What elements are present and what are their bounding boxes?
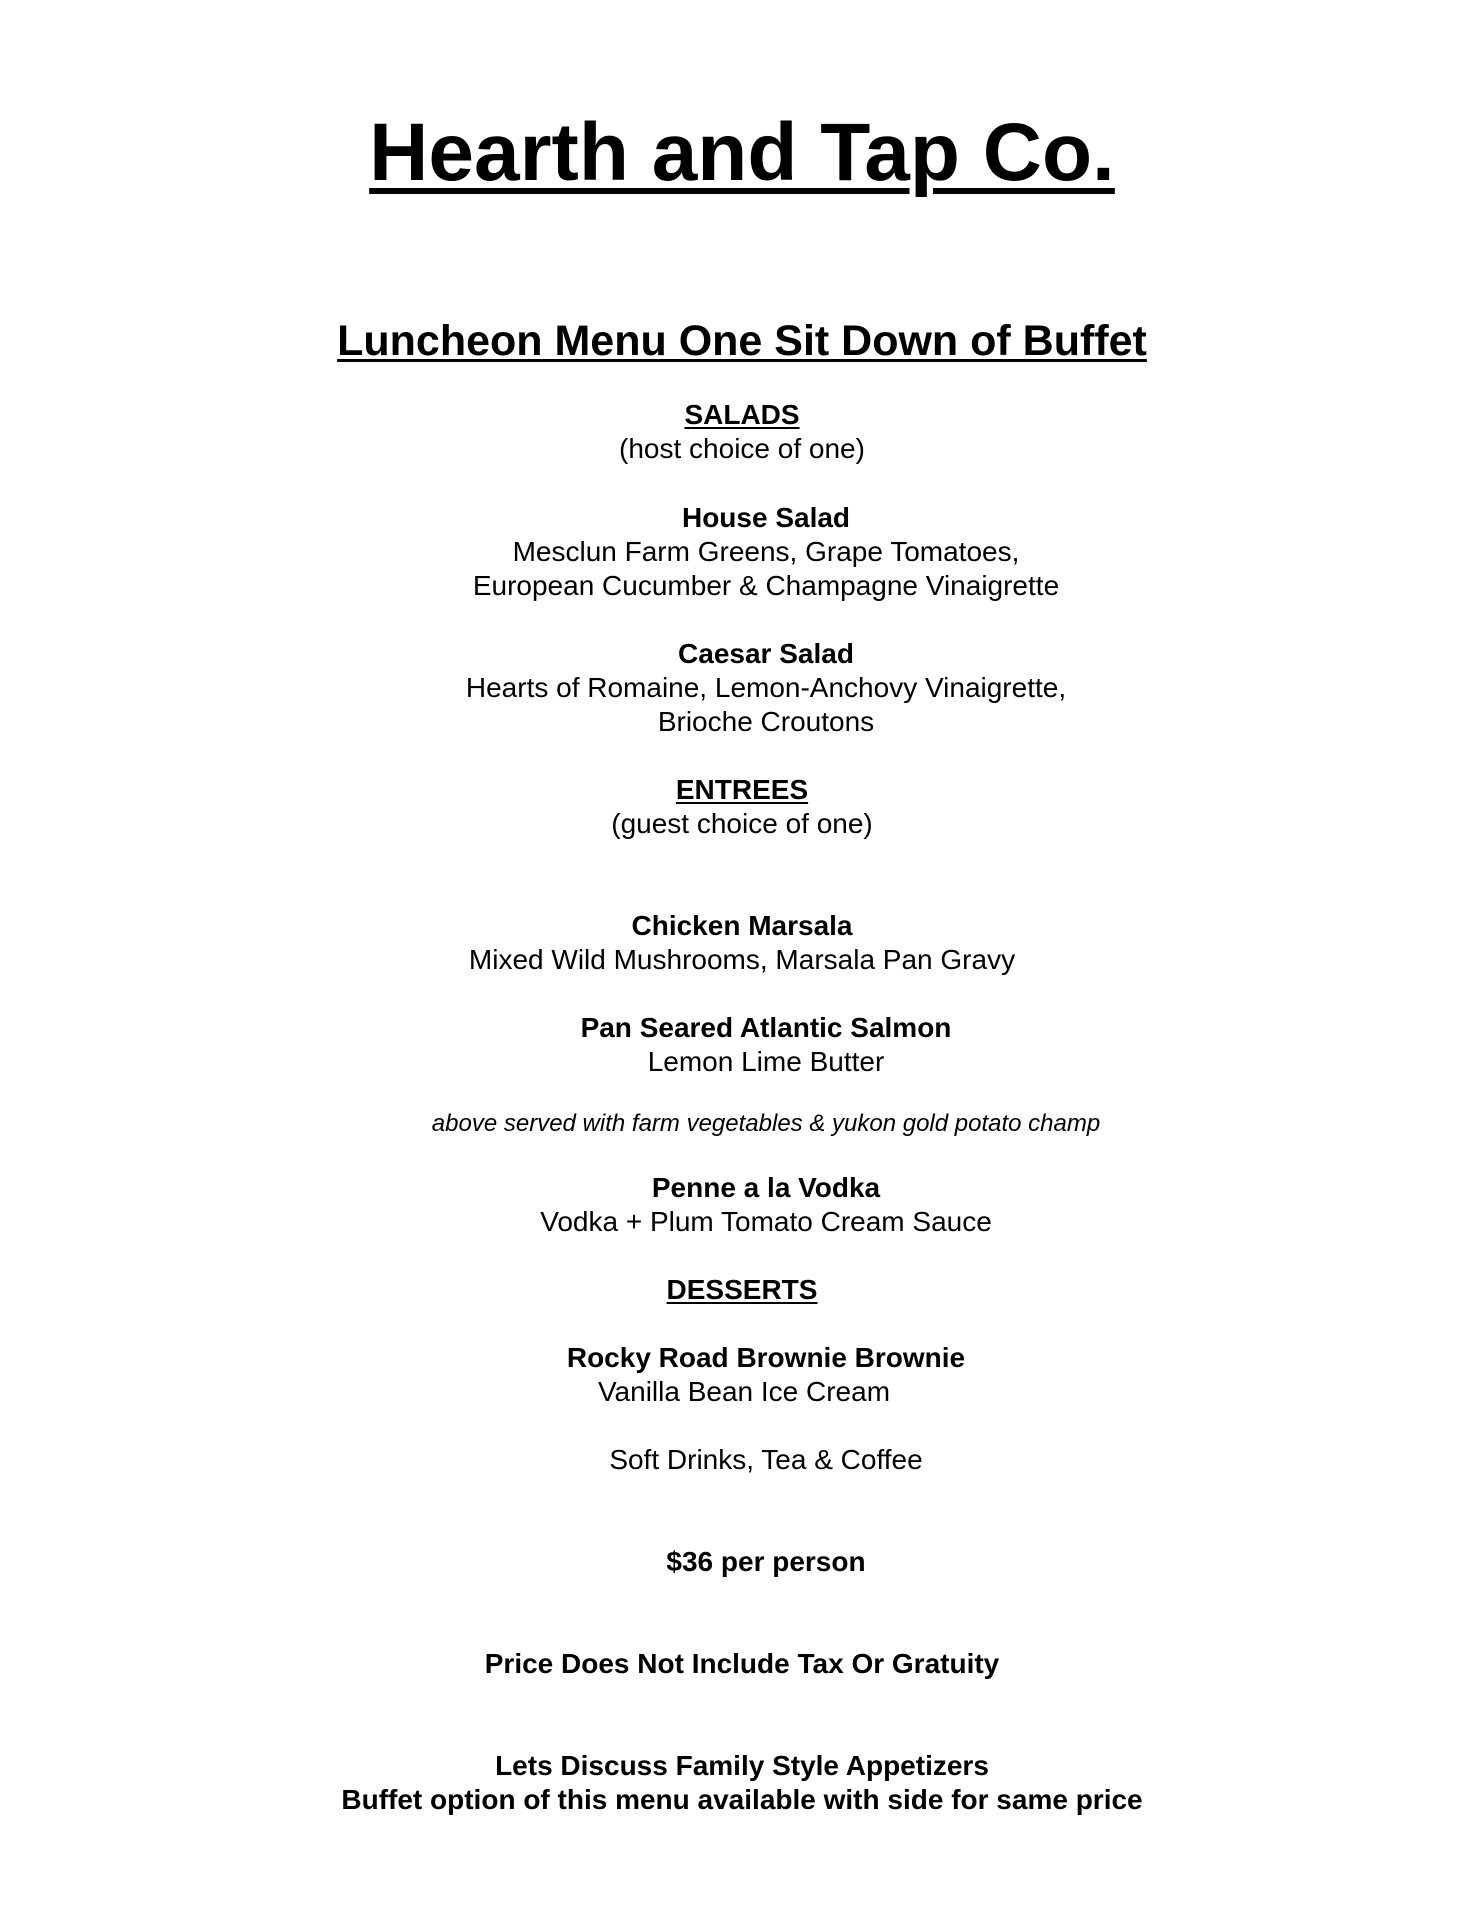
penne-name: Penne a la Vodka bbox=[651, 1172, 881, 1203]
price: $36 per person bbox=[666, 1546, 866, 1577]
drinks: Soft Drinks, Tea & Coffee bbox=[609, 1444, 923, 1475]
house-salad-desc-line-2: European Cucumber & Champagne Vinaigrette bbox=[472, 570, 1060, 601]
entrees-heading: ENTREES bbox=[675, 774, 809, 805]
salmon-desc: Lemon Lime Butter bbox=[647, 1046, 885, 1077]
house-salad-name: House Salad bbox=[681, 502, 851, 533]
entrees-note: (guest choice of one) bbox=[611, 808, 873, 839]
price-note: Price Does Not Include Tax Or Gratuity bbox=[484, 1648, 1000, 1679]
caesar-salad-desc-line-1: Hearts of Romaine, Lemon-Anchovy Vinaigrette, bbox=[465, 672, 1067, 703]
salads-heading: SALADS bbox=[684, 399, 800, 430]
chicken-marsala-name: Chicken Marsala bbox=[631, 910, 853, 941]
entree-served-note: above served with farm vegetables & yukon gold potato champ bbox=[431, 1110, 1101, 1137]
menu-title: Luncheon Menu One Sit Down of Buffet bbox=[337, 317, 1147, 365]
restaurant-name: Hearth and Tap Co. bbox=[369, 107, 1115, 198]
footer-line-2: Buffet option of this menu available with side for same price bbox=[341, 1784, 1143, 1815]
house-salad-desc-line-1: Mesclun Farm Greens, Grape Tomatoes, bbox=[512, 536, 1020, 567]
desserts-heading: DESSERTS bbox=[666, 1274, 818, 1305]
caesar-salad-desc-line-2: Brioche Croutons bbox=[657, 706, 875, 737]
salads-note: (host choice of one) bbox=[619, 433, 865, 464]
footer-line-1: Lets Discuss Family Style Appetizers bbox=[495, 1750, 989, 1781]
penne-desc: Vodka + Plum Tomato Cream Sauce bbox=[540, 1206, 992, 1237]
brownie-name: Rocky Road Brownie Brownie bbox=[566, 1342, 966, 1373]
salmon-name: Pan Seared Atlantic Salmon bbox=[580, 1012, 952, 1043]
chicken-marsala-desc: Mixed Wild Mushrooms, Marsala Pan Gravy bbox=[468, 944, 1016, 975]
caesar-salad-name: Caesar Salad bbox=[678, 638, 854, 669]
brownie-desc: Vanilla Bean Ice Cream bbox=[597, 1376, 891, 1407]
